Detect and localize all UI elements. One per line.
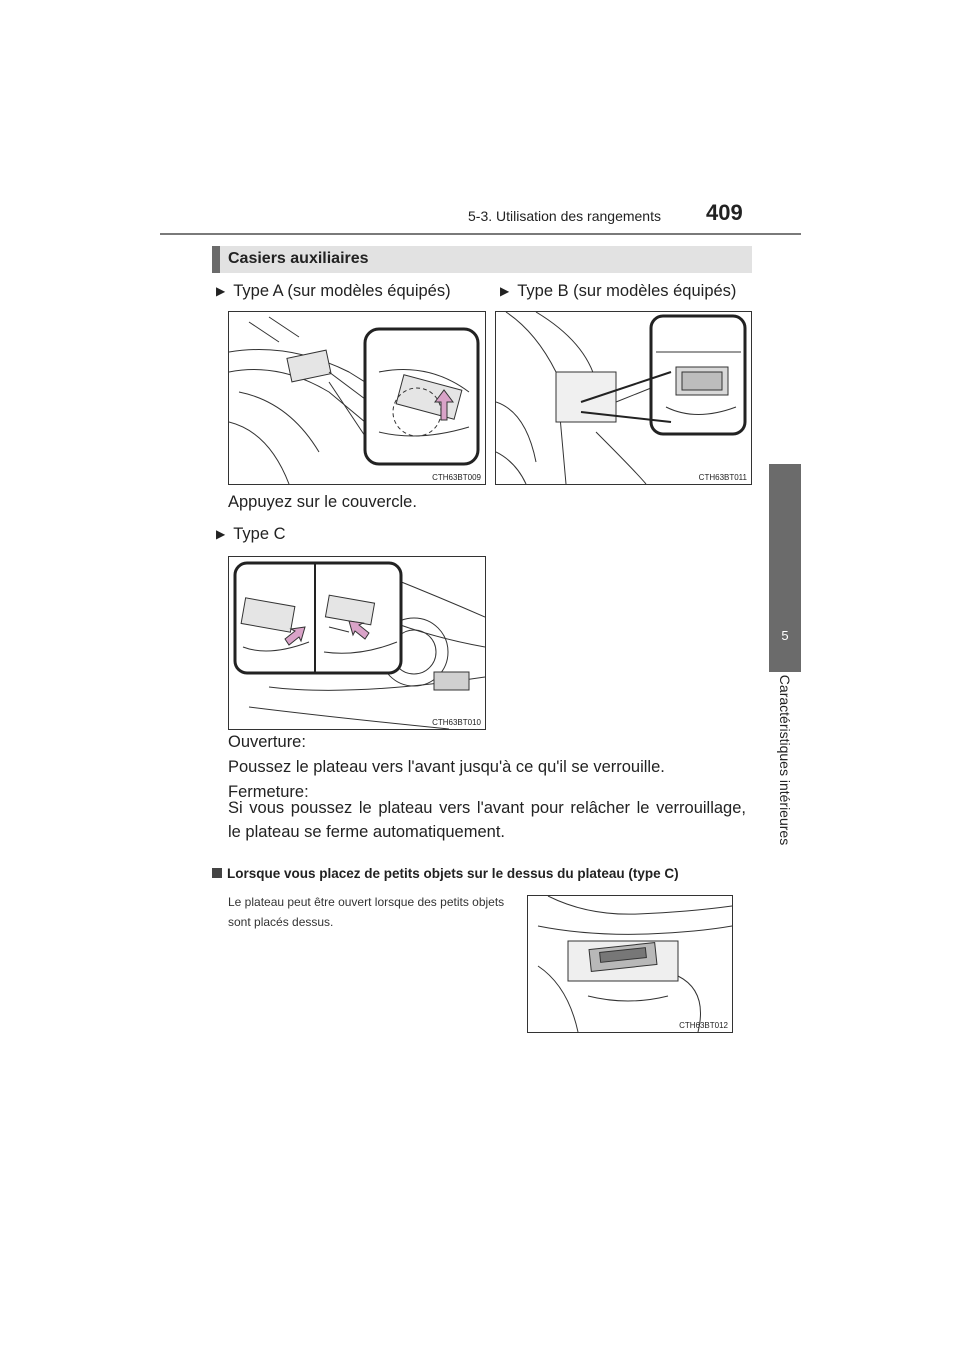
car-ceiling-illustration [229,312,485,484]
figure-code: CTH63BT012 [679,1021,728,1030]
front-console-illustration [229,557,485,729]
opening-text: Poussez le plateau vers l'avant jusqu'à ce qu'il se verrouille. [228,758,665,776]
section-name: 5-3. Utilisation des rangements [468,208,661,224]
square-bullet-icon [212,868,222,878]
figure-type-c [228,556,486,730]
header-rule [160,233,801,235]
triangle-bullet-icon: ▶ [500,284,510,298]
figure-code: CTH63BT010 [432,718,481,727]
page-number: 409 [706,200,743,225]
section-heading [212,246,752,273]
closing-label: Fermeture: [228,783,309,801]
figure-note [527,895,733,1033]
note-heading: Lorsque vous placez de petits objets sur le dessus du plateau (type C) [212,866,679,881]
tray-with-objects-illustration [528,896,732,1032]
press-cover-text: Appuyez sur le couvercle. [228,493,417,511]
figure-type-a [228,311,486,485]
figure-code: CTH63BT009 [432,473,481,482]
opening-label: Ouverture: [228,733,306,751]
closing-text-line2: le plateau se ferme automatiquement. [228,823,505,841]
note-text: Le plateau peut être ouvert lorsque des petits objets sont placés dessus. [228,895,505,929]
triangle-bullet-icon: ▶ [216,284,226,298]
closing-text-line1: Si vous poussez le plateau vers l'avant pour relâcher le verrouillage, [228,799,746,817]
figure-code: CTH63BT011 [698,473,747,482]
bullet-type-c: ▶ Type C [216,525,286,543]
bullet-type-b: ▶ Type B (sur modèles équipés) [500,282,737,300]
figure-type-b [495,311,752,485]
bullet-type-a: ▶ Type A (sur modèles équipés) [216,282,451,300]
chapter-number: 5 [781,628,789,643]
rear-console-illustration [496,312,751,484]
section-heading-text: Casiers auxiliaires [228,250,369,267]
triangle-bullet-icon: ▶ [216,527,226,541]
